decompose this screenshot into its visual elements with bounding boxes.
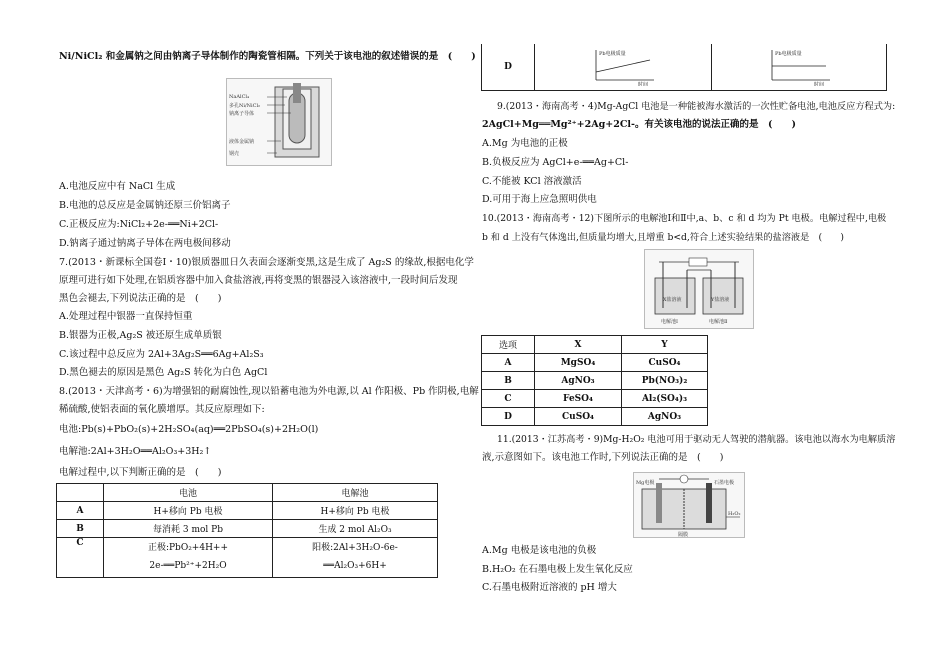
fig3-label: 石墨电极 [714, 480, 735, 486]
table-header-cell: 电解池 [273, 484, 438, 502]
table-row [57, 502, 438, 520]
table-cell: B [57, 520, 104, 538]
q9-stem-line: 9.(2013・海南高考・4)Mg-AgCl 电池是一种能被海水激活的一次性贮备电池,电池反应方程式为: [497, 101, 896, 112]
table-cell: FeSO₄ [535, 390, 622, 408]
table-row [482, 44, 887, 91]
q10-table [481, 335, 708, 426]
mass-time-graph-right [764, 46, 834, 86]
q11-option-b: B.H₂O₂ 在石墨电极上发生氧化反应 [482, 564, 633, 575]
q6-option-b: B.电池的总反应是金属钠还原三价铝离子 [59, 200, 231, 211]
q9-option-c: C.不能被 KCl 溶液激活 [482, 176, 582, 187]
table-row [57, 520, 438, 538]
table-header-row [482, 336, 708, 354]
table-row [57, 555, 438, 578]
q11-option-c: C.石墨电极附近溶液的 pH 增大 [482, 582, 617, 593]
table-cell: Al₂(SO₄)₃ [622, 390, 708, 408]
table-cell: 2e-══Pb²⁺+2H₂O [104, 555, 273, 578]
q6-intro: Ni/NiCl₂ 和金属钠之间由钠离子导体制作的陶瓷管相隔。下列关于该电池的叙述错误的是 ( ) [59, 51, 476, 62]
graph-cell [712, 44, 887, 91]
table-row [482, 354, 708, 372]
table-cell: H+移向 Pb 电极 [104, 502, 273, 520]
table-cell: H+移向 Pb 电极 [273, 502, 438, 520]
fig3-label: 隔膜 [678, 532, 689, 538]
q9-option-a: A.Mg 为电池的正极 [482, 138, 568, 149]
table-cell: B [482, 372, 535, 390]
table-cell: D [482, 44, 535, 91]
q7-stem-line: 原理可进行如下处理,在铝质容器中加入食盐溶液,再将变黑的银器浸入该溶液中,一段时间后发现 [59, 275, 458, 286]
q6-option-d: D.钠离子通过钠离子导体在两电极间移动 [59, 238, 231, 249]
table-cell: 阳极:2Al+3H₂O-6e- [273, 538, 438, 556]
q7-stem-line: 7.(2013・新课标全国卷Ⅰ・10)银质器皿日久表面会逐渐变黑,这是生成了 Ag₂S 的缘故,根据电化学 [59, 257, 474, 268]
q8-table-continued [481, 44, 887, 91]
table-header-cell: X [535, 336, 622, 354]
q6-option-a: A.电池反应中有 NaCl 生成 [59, 181, 176, 192]
table-cell: ══Al₂O₃+6H+ [273, 555, 438, 578]
q8-battery-equation: 电池:Pb(s)+PbO₂(s)+2H₂SO₄(aq)══2PbSO₄(s)+2H₂O(l) [59, 424, 319, 435]
table-row [482, 408, 708, 426]
graph-ylabel: Pb电极质量 [599, 50, 626, 57]
q11-option-a: A.Mg 电极是该电池的负极 [482, 545, 597, 556]
q8-electrolysis-equation: 电解池:2Al+3H₂O══Al₂O₃+3H₂↑ [59, 446, 212, 457]
mass-time-graph-left [588, 46, 658, 86]
table-cell: D [482, 408, 535, 426]
table-header-cell: Y [622, 336, 708, 354]
table-cell: CuSO₄ [535, 408, 622, 426]
battery-diagram-figure [226, 78, 332, 166]
q7-option-c: C.该过程中总反应为 2Al+3Ag₂S══6Ag+Al₂S₃ [59, 349, 264, 360]
fig1-label: 多孔Ni/NiCl₂ [229, 103, 261, 109]
fig2-label: X盐溶液 [663, 297, 682, 303]
battery-diagram [227, 79, 331, 165]
table-cell: 生成 2 mol Al₂O₃ [273, 520, 438, 538]
q8-table [56, 483, 438, 578]
q9-stem-line: 2AgCl+Mg══Mg²⁺+2Ag+2Cl-。有关该电池的说法正确的是 ( ) [482, 119, 796, 130]
fig3-label: H₂O₂ [728, 511, 741, 517]
q9-option-d: D.可用于海上应急照明供电 [482, 194, 597, 205]
q7-option-b: B.银器为正极,Ag₂S 被还原生成单质银 [59, 330, 222, 341]
fig2-label: 电解池Ⅰ [661, 319, 678, 325]
table-cell: AgNO₃ [535, 372, 622, 390]
q7-option-d: D.黑色褪去的原因是黑色 Ag₂S 转化为白色 AgCl [59, 367, 268, 378]
fig2-label: 电解池Ⅱ [709, 319, 728, 325]
table-header-cell: 电池 [104, 484, 273, 502]
table-row [482, 372, 708, 390]
fig1-label: NaAlCl₄ [229, 94, 249, 100]
table-cell: C [482, 390, 535, 408]
table-header-row [57, 484, 438, 502]
table-header-cell: 选项 [482, 336, 535, 354]
q8-stem-line: 8.(2013・天津高考・6)为增强铝的耐腐蚀性,现以铅蓄电池为外电源,以 Al 作阳极、Pb 作阴极,电解 [59, 386, 479, 397]
table-row [482, 390, 708, 408]
table-header-cell [57, 484, 104, 502]
q10-stem-line: b 和 d 上没有气体逸出,但质量均增大,且增重 b<d,符合上述实验结果的盐溶液是 ( ) [482, 232, 845, 243]
mg-h2o2-cell-figure [633, 472, 745, 538]
fig1-label: 液体金属钠 [229, 139, 255, 145]
q7-stem-line: 黑色会褪去,下列说法正确的是 ( ) [59, 293, 222, 304]
graph-xlabel: 时间 [638, 81, 649, 86]
graph-cell [535, 44, 712, 91]
electrolysis-cells-figure [644, 249, 754, 329]
table-cell: AgNO₃ [622, 408, 708, 426]
q6-option-c: C.正极反应为:NiCl₂+2e-══Ni+2Cl- [59, 219, 219, 230]
table-cell: Pb(NO₃)₂ [622, 372, 708, 390]
graph-xlabel: 时间 [814, 81, 825, 86]
electrolysis-cells-diagram [645, 250, 753, 328]
table-row [57, 538, 438, 556]
q8-stem-line: 稀硫酸,使铝表面的氧化膜增厚。其反应原理如下: [59, 404, 265, 415]
table-cell: 正极:PbO₂+4H++ [104, 538, 273, 556]
table-cell: CuSO₄ [622, 354, 708, 372]
q11-stem-line: 11.(2013・江苏高考・9)Mg-H₂O₂ 电池可用于驱动无人驾驶的潜航器。该电池以海水为电解质溶 [497, 434, 896, 445]
table-cell: 每消耗 3 mol Pb [104, 520, 273, 538]
graph-ylabel: Pb电极质量 [775, 50, 802, 57]
table-cell: C [57, 538, 104, 578]
q9-option-b: B.负极反应为 AgCl+e-══Ag+Cl- [482, 157, 629, 168]
q10-stem-line: 10.(2013・海南高考・12)下图所示的电解池Ⅰ和Ⅱ中,a、b、c 和 d 均为 Pt 电极。电解过程中,电极 [482, 213, 887, 224]
fig1-label: 钠离子导体 [229, 111, 255, 117]
table-cell: A [482, 354, 535, 372]
q8-question: 电解过程中,以下判断正确的是 ( ) [59, 467, 222, 478]
q11-stem-line: 液,示意图如下。该电池工作时,下列说法正确的是 ( ) [482, 452, 724, 463]
q7-option-a: A.处理过程中银器一直保持恒重 [59, 311, 193, 322]
fig1-label: 钢壳 [229, 151, 240, 157]
table-cell: MgSO₄ [535, 354, 622, 372]
table-cell: A [57, 502, 104, 520]
fig2-label: Y盐溶液 [711, 297, 730, 303]
fig3-label: Mg电极 [636, 480, 655, 486]
